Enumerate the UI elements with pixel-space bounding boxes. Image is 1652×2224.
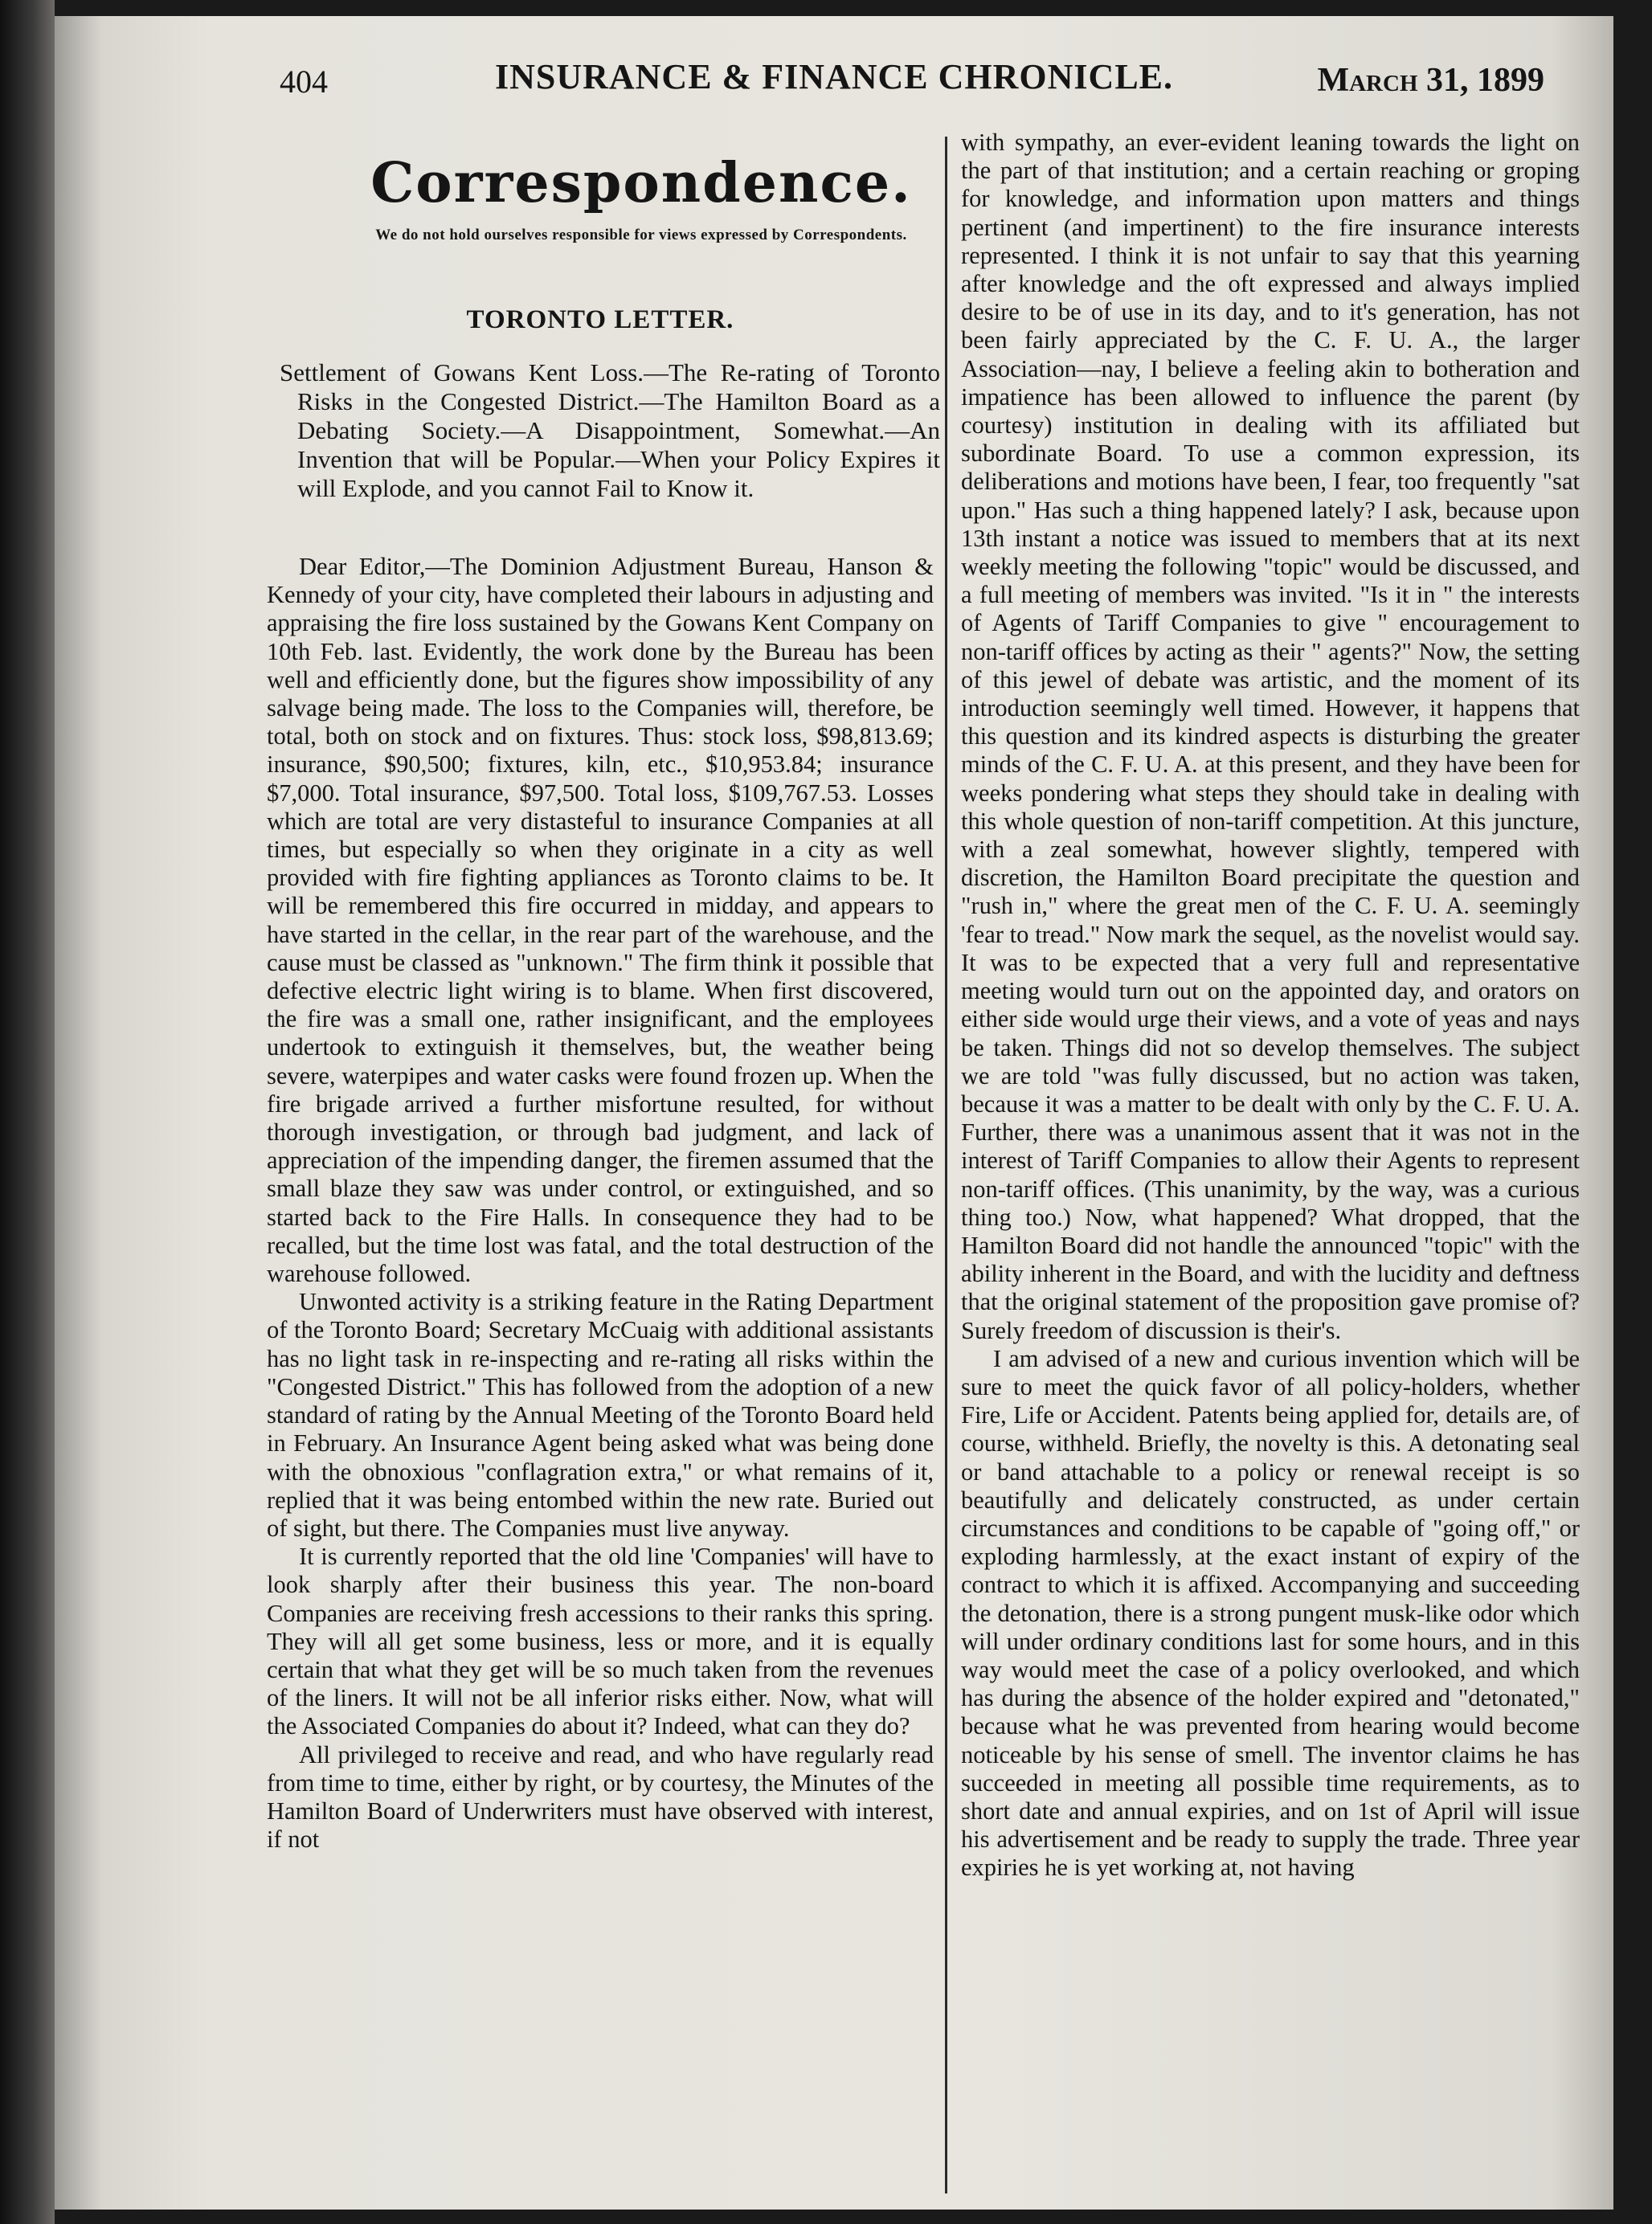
left-column [267, 553, 934, 1854]
book-spine [0, 0, 55, 2224]
letter-title: TORONTO LETTER. [466, 305, 734, 334]
section-title: Correspondence. [370, 151, 912, 215]
page-header [55, 56, 1613, 104]
right-column [961, 129, 1580, 1883]
newspaper-page [55, 16, 1613, 2210]
page-number: 404 [280, 63, 328, 100]
paragraph: Unwonted activity is a striking feature in the Rating Department of the Toronto Board; Secretary McCuaig with additional assistants has no light task in re-inspecting and re-rating all risks within the "Congested District." This has followed from the adoption of a new standard of rating by the Annual Meeting of the Toronto Board held in February. An Insurance Agent being asked what was being done with the obnoxious "conflagration extra," or what remains of it, replied that it was being entombed within the new rate. Buried out of sight, but there. The Companies must live anyway. [267, 1288, 934, 1542]
column-divider [945, 137, 947, 2193]
issue-date: March 31, 1899 [1317, 62, 1544, 99]
paragraph: I am advised of a new and curious invention which will be sure to meet the quick favor of all policy-holders, whether Fire, Life or Accident. Patents being applied for, details are, of course, withheld. Briefly, the novelty is this. A detonating seal or band attachable to a policy or renewal receipt is so beautifully and delicately constructed, as under certain circumstances and conditions to be capable of "going off," or exploding harmlessly, at the exact instant of expiry of the contract to which it is affixed. Accompanying and succeeding the detonation, there is a strong pungent musk-like odor which will under ordinary conditions last for some hours, and in this way would meet the case of a policy overlooked, and which has during the absence of the holder expired and "detonated," because what he was prevented from hearing would become noticeable by his sense of smell. The inventor claims he has succeeded in meeting all possible time requirements, as to short date and annual expiries, and on 1st of April will issue his advertisement and be ready to supply the trade. Three year expiries he is yet working at, not having [961, 1344, 1580, 1882]
paragraph: Dear Editor,—The Dominion Adjustment Bureau, Hanson & Kennedy of your city, have completed their labours in adjusting and appraising the fire loss sustained by the Gowans Kent Company on 10th Feb. last. Evidently, the work done by the Bureau has been well and efficiently done, but the figures show impossibility of any salvage being made. The loss to the Companies will, therefore, be total, both on stock and on fixtures. Thus: stock loss, $98,813.69; insurance, $90,500; fixtures, kiln, etc., $10,953.84; insurance $7,000. Total insurance, $97,500. Total loss, $109,767.53. Losses which are total are very distasteful to insurance Companies at all times, but especially so when they originate in a city as well provided with fire fighting appliances as Toronto claims to be. It will be remembered this fire occurred in midday, and appears to have started in the cellar, in the rear part of the warehouse, and the cause must be classed as "unknown." The firm think it possible that defective electric light wiring is to blame. When first discovered, the fire was a small one, rather insignificant, and the employees undertook to extinguish it themselves, but, the weather being severe, waterpipes and water casks were found frozen up. When the fire brigade arrived a further misfortune resulted, for without thorough investigation, or through bad judgment, and lack of appreciation of the impending danger, the firemen assumed that the small blaze they saw was under control, or extinguished, and so started back to the Fire Halls. In consequence they had to be recalled, but the time lost was fatal, and the total destruction of the warehouse followed. [267, 553, 934, 1288]
publication-title: INSURANCE & FINANCE CHRONICLE. [494, 57, 1174, 96]
letter-summary: Settlement of Gowans Kent Loss.—The Re-rating of Toronto Risks in the Congested District.—The Hamilton Board as a Debating Society.—A Disappointment, Somewhat.—An Invention that will be Popular.—When your Policy Expires it will Explode, and you cannot Fail to Know it. [280, 358, 940, 502]
paragraph: All privileged to receive and read, and who have regularly read from time to time, either by right, or by courtesy, the Minutes of the Hamilton Board of Underwriters must have observed with interest, if not [267, 1740, 934, 1854]
paragraph: It is currently reported that the old line 'Companies' will have to look sharply after their business this year. The non-board Companies are receiving fresh accessions to their ranks this spring. They will all get some business, less or more, and it is equally certain that what they get will be so much taken from the revenues of the liners. It will not be all inferior risks either. Now, what will the Associated Companies do about it? Indeed, what can they do? [267, 1543, 934, 1740]
paragraph: with sympathy, an ever-evident leaning towards the light on the part of that institution; and a certain reaching or groping for knowledge, and information upon matters and things pertinent (and impertinent) to the fire insurance interests represented. I think it is not unfair to say that this yearning after knowledge and the oft expressed and always implied desire to be of use in its day, and to it's generation, has not been fairly appreciated by the C. F. U. A., the larger Association—nay, I believe a feeling akin to botheration and impatience has been allowed to influence the parent (by courtesy) institution in dealing with its affiliated but subordinate Board. To use a common expression, its deliberations and motions have been, I fear, too frequently "sat upon." Has such a thing happened lately? I ask, because upon 13th instant a notice was issued to members that at its next weekly meeting the following "topic" would be discussed, and a full meeting of members was invited. "Is it in " the interests of Agents of Tariff Companies to give " encouragement to non-tariff offices by acting as their " agents?" Now, the setting of this jewel of debate was artistic, and the moment of its introduction seemingly well timed. However, it happens that this question and its kindred aspects is disturbing the greater minds of the C. F. U. A. at this present, and they have been for weeks pondering what steps they should take in dealing with this whole question of non-tariff competition. At this juncture, with a zeal somewhat, however slightly, tempered with discretion, the Hamilton Board precipitate the question and "rush in," where the great men of the C. F. U. A. seemingly 'fear to tread." Now mark the sequel, as the novelist would say. It was to be expected that a very full and representative meeting would turn out on the appointed day, and orators on either side would urge their views, and a vote of yeas and nays be taken. Things did not so develop themselves. The subject we are told "was fully discussed, but no action was taken, because it was a matter to be dealt with only by the C. F. U. A. Further, there was a unanimous assent that it was not in the interest of Tariff Companies to allow their Agents to represent non-tariff offices. (This unanimity, by the way, was a curious thing too.) Now, what happened? What dropped, that the Hamilton Board did not handle the announced "topic" with the ability inherent in the Board, and with the lucidity and deftness that the original statement of the proposition gave promise of? Surely freedom of discussion is their's. [961, 129, 1580, 1344]
editorial-disclaimer: We do not hold ourselves responsible for views expressed by Correspondents. [375, 227, 907, 243]
